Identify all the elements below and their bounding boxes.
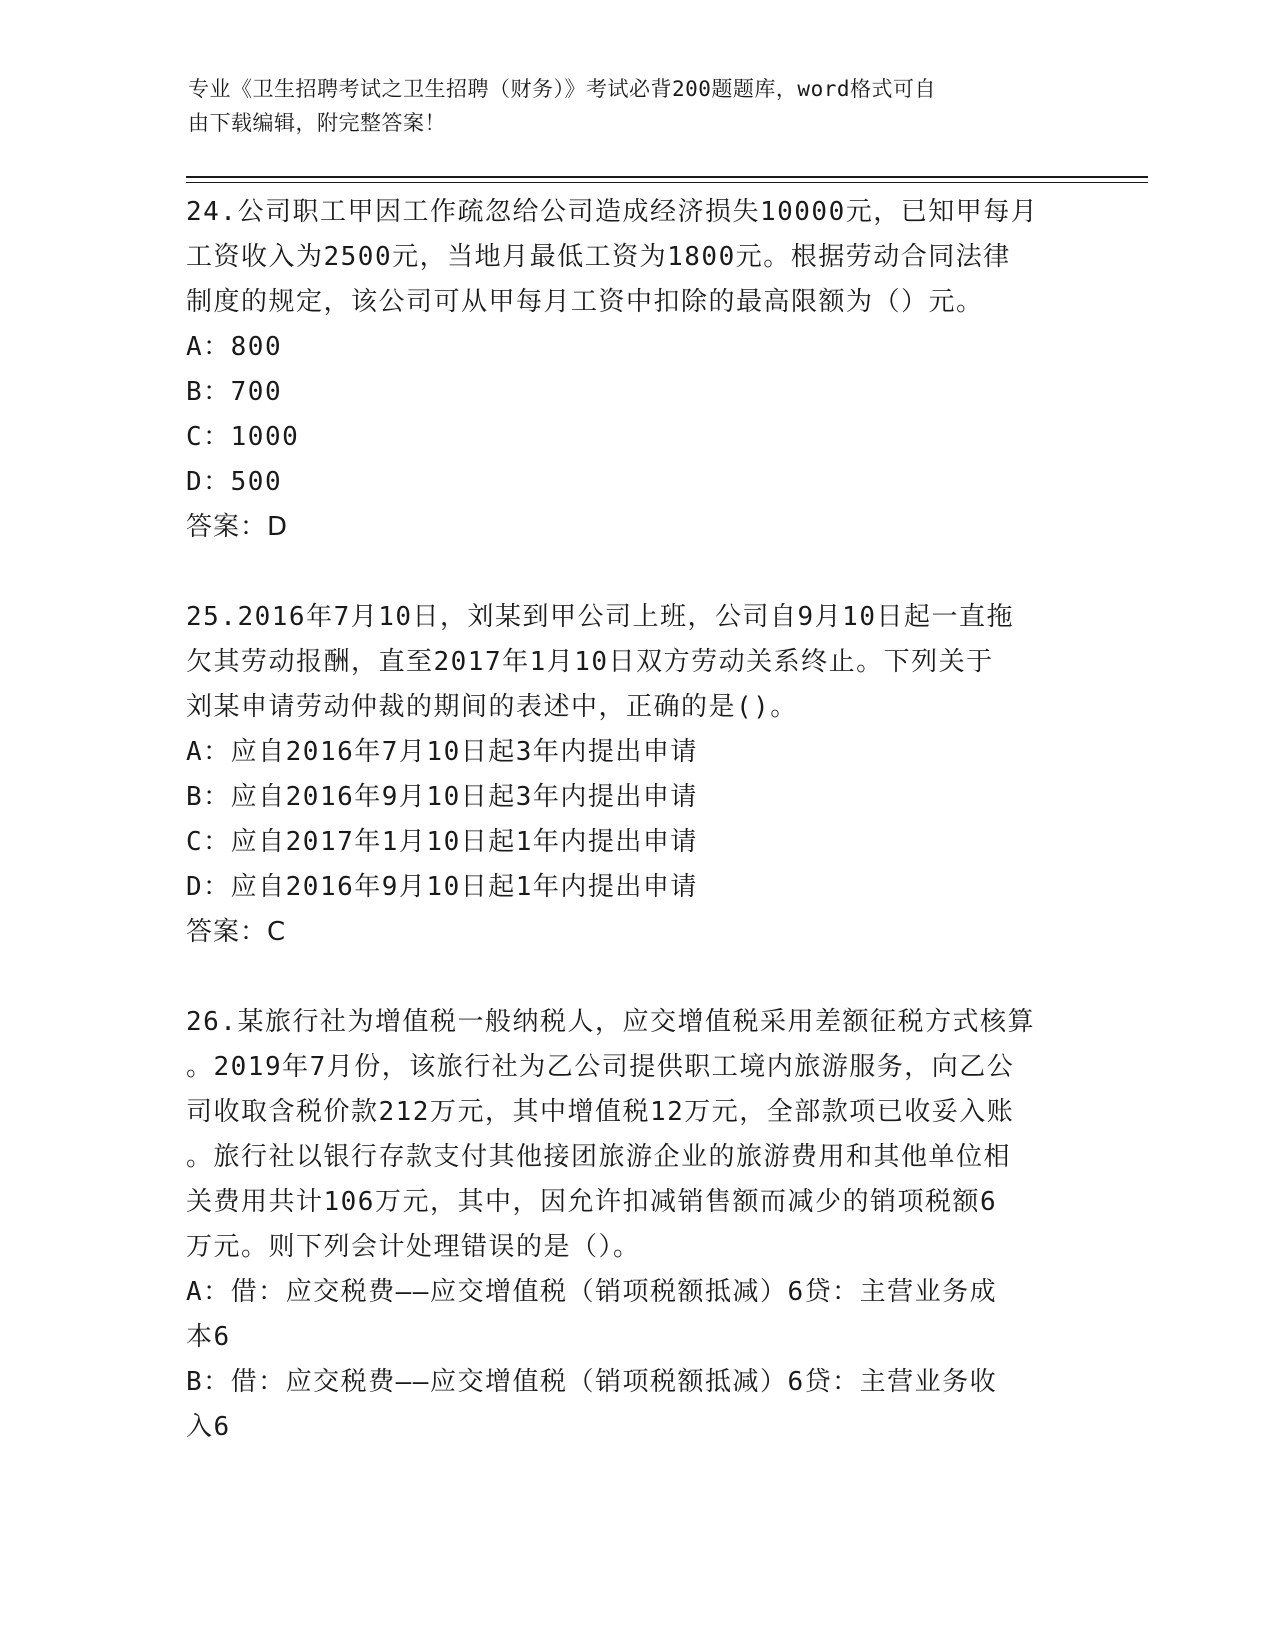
option-c: C：应自2017年1月10日起1年内提出申请 xyxy=(186,827,698,857)
option-d: D：500 xyxy=(186,467,283,497)
question-list xyxy=(186,190,1086,1450)
option-b: B：应自2016年9月10日起3年内提出申请 xyxy=(186,782,698,812)
option-b: B：700 xyxy=(186,377,283,407)
question-stem-line: 司收取含税价款212万元，其中增值税12万元，全部款项已收妥入账 xyxy=(186,1097,1015,1127)
header-rule-thin xyxy=(186,182,1148,183)
question-stem-line: 制度的规定，该公司可从甲每月工资中扣除的最高限额为（）元。 xyxy=(186,287,984,317)
header-line: 由下载编辑，附完整答案！ xyxy=(188,111,446,135)
question-stem-line: 万元。则下列会计处理错误的是（）。 xyxy=(186,1232,641,1262)
header-rule-thick xyxy=(186,176,1148,178)
question-stem-line: 。2019年7月份，该旅行社为乙公司提供职工境内旅游服务，向乙公 xyxy=(186,1052,1015,1082)
option-c: C：1000 xyxy=(186,422,300,452)
question-26 xyxy=(186,1000,1086,1450)
question-25 xyxy=(186,595,1086,955)
option-b: B：借：应交税费——应交增值税（销项税额抵减）6贷：主营业务收 xyxy=(186,1367,998,1397)
option-a: A：800 xyxy=(186,332,283,362)
option-a: A：应自2016年7月10日起3年内提出申请 xyxy=(186,737,698,767)
question-stem-line: 25.2016年7月10日，刘某到甲公司上班，公司自9月10日起一直拖 xyxy=(186,602,1014,632)
question-spacer xyxy=(186,550,1086,595)
answer-label: 答案：C xyxy=(186,917,287,947)
option-b-continued: 入6 xyxy=(186,1412,231,1442)
question-stem-line: 关费用共计106万元，其中，因允许扣减销售额而减少的销项税额6 xyxy=(186,1187,998,1217)
option-a: A：借：应交税费——应交增值税（销项税额抵减）6贷：主营业务成 xyxy=(186,1277,998,1307)
option-a-continued: 本6 xyxy=(186,1322,231,1352)
question-stem-line: 刘某申请劳动仲裁的期间的表述中，正确的是()。 xyxy=(186,692,798,722)
question-spacer xyxy=(186,955,1086,1000)
question-24 xyxy=(186,190,1086,550)
question-stem-line: 工资收入为2500元，当地月最低工资为1800元。根据劳动合同法律 xyxy=(186,242,1011,272)
question-stem-line: 欠其劳动报酬，直至2017年1月10日双方劳动关系终止。下列关于 xyxy=(186,647,994,677)
document-header xyxy=(188,72,1068,140)
answer-label: 答案：D xyxy=(186,512,289,542)
option-d: D：应自2016年9月10日起1年内提出申请 xyxy=(186,872,698,902)
question-stem-line: 24.公司职工甲因工作疏忽给公司造成经济损失10000元，已知甲每月 xyxy=(186,197,1039,227)
header-line: 专业《卫生招聘考试之卫生招聘（财务）》考试必背200题题库，word格式可自 xyxy=(188,77,936,101)
question-stem-line: 。旅行社以银行存款支付其他接团旅游企业的旅游费用和其他单位相 xyxy=(186,1142,1012,1172)
question-stem-line: 26.某旅行社为增值税一般纳税人，应交增值税采用差额征税方式核算 xyxy=(186,1007,1035,1037)
